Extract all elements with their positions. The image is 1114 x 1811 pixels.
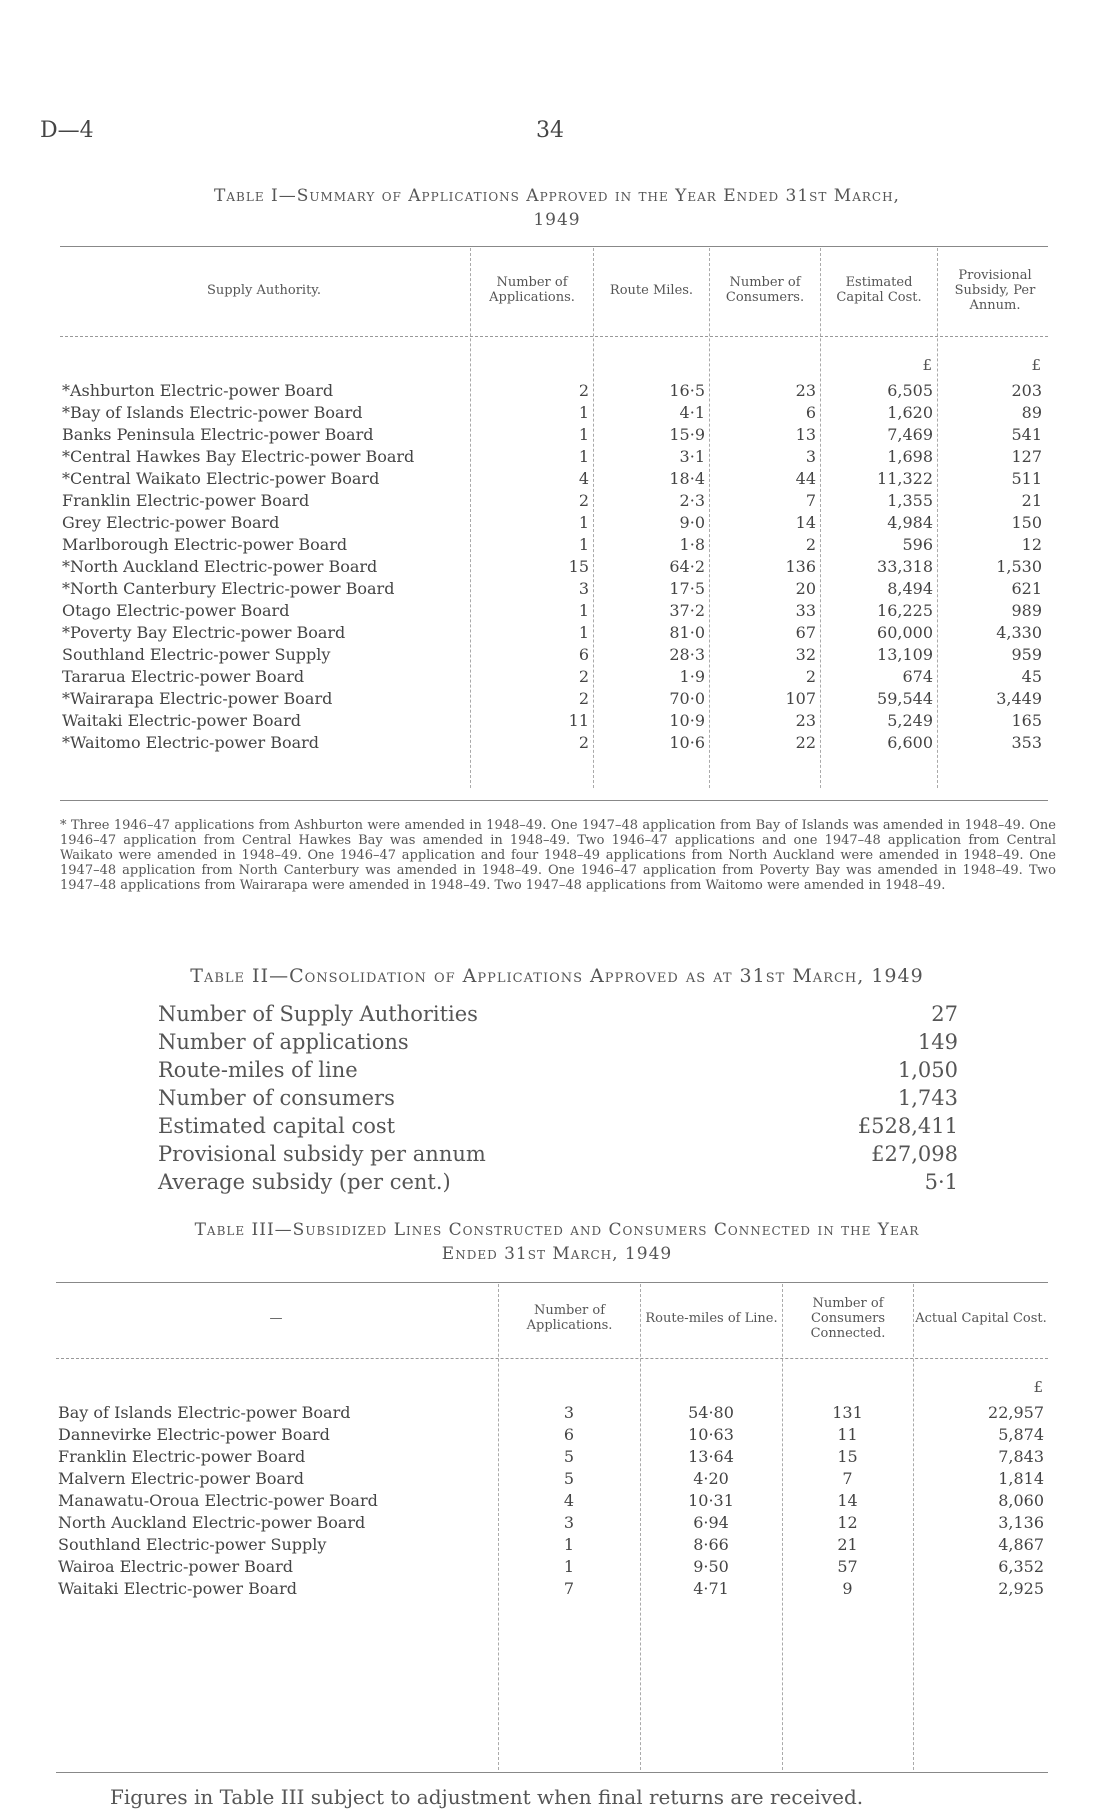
summary-label: Estimated capital cost: [158, 1114, 396, 1138]
table-row: [62, 666, 1046, 688]
table-row: [62, 490, 1046, 512]
route-miles-value: 8·66: [693, 1535, 729, 1554]
applications-value: 2: [578, 667, 589, 686]
consumers-value: 57: [837, 1557, 858, 1576]
route-miles-value: 4·1: [679, 403, 705, 422]
table1: [62, 380, 1046, 754]
consumers-value: 131: [832, 1403, 863, 1422]
table1-top-rule: [60, 246, 1048, 247]
route-miles-value: 4·71: [693, 1579, 729, 1598]
table1-header-authority: Supply Authority.: [206, 282, 322, 298]
table-row: [62, 402, 1046, 424]
route-miles-value: 10·6: [669, 733, 705, 752]
table-row: [58, 1578, 1048, 1600]
table3-header-rule: [56, 1358, 1048, 1359]
table3-top-rule: [56, 1282, 1048, 1283]
summary-row: [158, 1084, 958, 1112]
applications-value: 6: [563, 1425, 575, 1444]
capital-cost-value: 3,136: [998, 1513, 1044, 1532]
summary-row: [158, 1000, 958, 1028]
table-row: [58, 1424, 1048, 1446]
route-miles-value: 54·80: [688, 1403, 734, 1422]
table-row: [62, 578, 1046, 600]
applications-value: 1: [578, 623, 589, 642]
route-miles-value: 2·3: [679, 491, 705, 510]
route-miles-value: 17·5: [669, 579, 705, 598]
capital-cost-value: 59,544: [877, 689, 933, 708]
table3: [58, 1402, 1048, 1600]
summary-row: [158, 1112, 958, 1140]
authority-name: Otago Electric-power Board: [62, 601, 290, 620]
route-miles-value: 10·31: [688, 1491, 734, 1510]
table3-header-blank: —: [269, 1310, 283, 1326]
route-miles-value: 4·20: [693, 1469, 729, 1488]
applications-value: 1: [578, 425, 589, 444]
consumers-value: 136: [785, 557, 816, 576]
subsidy-value: 203: [1011, 381, 1042, 400]
applications-value: 3: [578, 579, 589, 598]
authority-name: *North Canterbury Electric-power Board: [62, 579, 395, 598]
authority-name: Marlborough Electric-power Board: [62, 535, 348, 554]
route-miles-value: 81·0: [669, 623, 705, 642]
consumers-value: 13: [795, 425, 816, 444]
summary-row: [158, 1028, 958, 1056]
section-code: D—4: [40, 118, 94, 143]
authority-name: Malvern Electric-power Board: [58, 1469, 304, 1488]
consumers-value: 12: [837, 1513, 858, 1532]
capital-cost-value: 674: [902, 667, 933, 686]
route-miles-value: 15·9: [669, 425, 705, 444]
authority-name: *Central Waikato Electric-power Board: [62, 469, 380, 488]
route-miles-value: 37·2: [669, 601, 705, 620]
table1-subsidy-currency: £: [1031, 356, 1041, 374]
summary-label: Number of consumers: [158, 1086, 395, 1110]
table3-header-applications: Number of Applications.: [526, 1303, 613, 1333]
capital-cost-value: 11,322: [877, 469, 933, 488]
authority-name: Banks Peninsula Electric-power Board: [62, 425, 374, 444]
capital-cost-value: 5,249: [887, 711, 933, 730]
route-miles-value: 64·2: [669, 557, 705, 576]
applications-value: 2: [578, 491, 589, 510]
authority-name: Manawatu-Oroua Electric-power Board: [58, 1491, 378, 1510]
applications-value: 3: [563, 1513, 575, 1532]
table-row: [62, 600, 1046, 622]
table2-list: [158, 1000, 958, 1196]
capital-cost-value: 6,600: [887, 733, 933, 752]
subsidy-value: 45: [1021, 667, 1042, 686]
summary-value: £27,098: [871, 1142, 958, 1166]
table3-note: Figures in Table III subject to adjustment when final returns are received.: [110, 1785, 864, 1809]
summary-label: Provisional subsidy per annum: [158, 1142, 486, 1166]
consumers-value: 6: [805, 403, 816, 422]
capital-cost-value: 33,318: [877, 557, 933, 576]
summary-value: 149: [917, 1030, 958, 1054]
capital-cost-value: 5,874: [998, 1425, 1044, 1444]
table-row: [62, 468, 1046, 490]
authority-name: Waitaki Electric-power Board: [58, 1579, 297, 1598]
consumers-value: 20: [795, 579, 816, 598]
applications-value: 2: [578, 733, 589, 752]
authority-name: *Ashburton Electric-power Board: [62, 381, 334, 400]
applications-value: 1: [578, 601, 589, 620]
subsidy-value: 150: [1011, 513, 1042, 532]
applications-value: 1: [578, 447, 589, 466]
applications-value: 2: [578, 689, 589, 708]
route-miles-value: 1·8: [679, 535, 705, 554]
authority-name: *Poverty Bay Electric-power Board: [62, 623, 346, 642]
table-row: [62, 446, 1046, 468]
route-miles-value: 16·5: [669, 381, 705, 400]
table-row: [58, 1402, 1048, 1424]
authority-name: *Wairarapa Electric-power Board: [62, 689, 333, 708]
route-miles-value: 10·63: [688, 1425, 734, 1444]
route-miles-value: 3·1: [679, 447, 705, 466]
table1-title: Table I—Summary of Applications Approved in the Year Ended 31st March, 1949: [214, 186, 900, 230]
table-row: [62, 556, 1046, 578]
applications-value: 15: [568, 557, 589, 576]
page-number: 34: [536, 118, 564, 143]
table1-header-consumers: Number of Consumers.: [725, 275, 805, 305]
route-miles-value: 18·4: [669, 469, 705, 488]
applications-value: 3: [563, 1403, 575, 1422]
consumers-value: 107: [785, 689, 816, 708]
capital-cost-value: 22,957: [988, 1403, 1044, 1422]
summary-value: £528,411: [857, 1114, 958, 1138]
table3-cost-currency: £: [1033, 1378, 1043, 1396]
subsidy-value: 89: [1021, 403, 1042, 422]
summary-row: [158, 1056, 958, 1084]
route-miles-value: 28·3: [669, 645, 705, 664]
applications-value: 11: [568, 711, 589, 730]
capital-cost-value: 6,505: [887, 381, 933, 400]
table1-header-applications: Number of Applications.: [489, 275, 575, 305]
applications-value: 2: [578, 381, 589, 400]
route-miles-value: 13·64: [688, 1447, 734, 1466]
subsidy-value: 511: [1011, 469, 1042, 488]
table1-header-subsidy: Provisional Subsidy, Per Annum.: [954, 267, 1036, 313]
capital-cost-value: 60,000: [877, 623, 933, 642]
applications-value: 1: [563, 1557, 575, 1576]
table1-header-rule: [60, 336, 1048, 337]
authority-name: *Bay of Islands Electric-power Board: [62, 403, 363, 422]
authority-name: North Auckland Electric-power Board: [58, 1513, 366, 1532]
table-row: [62, 710, 1046, 732]
authority-name: *Waitomo Electric-power Board: [62, 733, 320, 752]
authority-name: Franklin Electric-power Board: [62, 491, 310, 510]
capital-cost-value: 1,814: [998, 1469, 1044, 1488]
route-miles-value: 9·0: [679, 513, 705, 532]
authority-name: Wairoa Electric-power Board: [58, 1557, 293, 1576]
table1-footnote: * Three 1946–47 applications from Ashburton were amended in 1948–49. One 1947–48 application from Bay of Islands was amended in 1948–49. One 1946–47 application from Central Hawkes Bay was amended in 1948–49. Two 1946–47 applications and one 1947–48 application from Central Waikato were amended in 1948–49. One 1946–47 application and four 1948–49 applications from North Auckland were amended in 1948–49. One 1947–48 application from North Canterbury was amended in 1948–49. One 1946–47 application from Poverty Bay was amended in 1948–49. Two 1947–48 applications from Wairarapa were amended in 1948–49. Two 1947–48 applications from Waitomo were amended in 1948–49.: [60, 818, 1056, 893]
applications-value: 5: [563, 1469, 575, 1488]
table-row: [58, 1490, 1048, 1512]
consumers-value: 2: [805, 667, 816, 686]
table3-header-consumers: Number of Consumers Connected.: [810, 1295, 886, 1341]
consumers-value: 22: [795, 733, 816, 752]
subsidy-value: 621: [1011, 579, 1042, 598]
consumers-value: 67: [795, 623, 816, 642]
consumers-value: 14: [837, 1491, 858, 1510]
subsidy-value: 165: [1011, 711, 1042, 730]
authority-name: *North Auckland Electric-power Board: [62, 557, 378, 576]
consumers-value: 33: [795, 601, 816, 620]
summary-value: 27: [931, 1002, 958, 1026]
authority-name: Bay of Islands Electric-power Board: [58, 1403, 351, 1422]
capital-cost-value: 4,984: [887, 513, 933, 532]
table3-header-capital-cost: Actual Capital Cost.: [915, 1310, 1047, 1326]
capital-cost-value: 13,109: [877, 645, 933, 664]
subsidy-value: 12: [1021, 535, 1042, 554]
capital-cost-value: 1,620: [887, 403, 933, 422]
applications-value: 7: [563, 1579, 575, 1598]
authority-name: Tararua Electric-power Board: [62, 667, 305, 686]
route-miles-value: 10·9: [669, 711, 705, 730]
capital-cost-value: 1,355: [887, 491, 933, 510]
table-row: [58, 1446, 1048, 1468]
consumers-value: 21: [837, 1535, 858, 1554]
consumers-value: 9: [842, 1579, 853, 1598]
authority-name: Dannevirke Electric-power Board: [58, 1425, 330, 1444]
consumers-value: 44: [795, 469, 816, 488]
consumers-value: 3: [805, 447, 816, 466]
applications-value: 5: [563, 1447, 575, 1466]
authority-name: Southland Electric-power Supply: [62, 645, 331, 664]
summary-row: [158, 1140, 958, 1168]
consumers-value: 32: [795, 645, 816, 664]
table-row: [58, 1512, 1048, 1534]
summary-label: Average subsidy (per cent.): [158, 1170, 451, 1194]
authority-name: Waitaki Electric-power Board: [62, 711, 301, 730]
subsidy-value: 4,330: [996, 623, 1042, 642]
capital-cost-value: 1,698: [887, 447, 933, 466]
applications-value: 1: [578, 403, 589, 422]
summary-value: 1,743: [897, 1086, 958, 1110]
consumers-value: 2: [805, 535, 816, 554]
table-row: [62, 380, 1046, 402]
subsidy-value: 541: [1011, 425, 1042, 444]
route-miles-value: 9·50: [693, 1557, 729, 1576]
table-row: [58, 1534, 1048, 1556]
capital-cost-value: 6,352: [998, 1557, 1044, 1576]
capital-cost-value: 16,225: [877, 601, 933, 620]
capital-cost-value: 596: [902, 535, 933, 554]
table2-title: Table II—Consolidation of Applications Approved as at 31st March, 1949: [190, 965, 924, 987]
applications-value: 6: [578, 645, 589, 664]
summary-label: Number of Supply Authorities: [158, 1002, 478, 1026]
consumers-value: 14: [795, 513, 816, 532]
subsidy-value: 1,530: [996, 557, 1042, 576]
subsidy-value: 989: [1011, 601, 1042, 620]
subsidy-value: 959: [1011, 645, 1042, 664]
table3-bottom-rule: [56, 1772, 1048, 1773]
summary-value: 1,050: [897, 1058, 958, 1082]
table-row: [62, 424, 1046, 446]
table-row: [62, 534, 1046, 556]
table3-title: Table III—Subsidized Lines Constructed and Consumers Connected in the Year Ended 31st March, 1949: [194, 1220, 920, 1264]
applications-value: 1: [578, 535, 589, 554]
authority-name: Franklin Electric-power Board: [58, 1447, 306, 1466]
consumers-value: 15: [837, 1447, 858, 1466]
consumers-value: 23: [795, 711, 816, 730]
subsidy-value: 127: [1011, 447, 1042, 466]
route-miles-value: 70·0: [669, 689, 705, 708]
table-row: [58, 1468, 1048, 1490]
capital-cost-value: 2,925: [998, 1579, 1044, 1598]
summary-label: Number of applications: [158, 1030, 409, 1054]
table1-bottom-rule: [60, 800, 1048, 801]
table-row: [62, 688, 1046, 710]
capital-cost-value: 4,867: [998, 1535, 1044, 1554]
table-row: [62, 512, 1046, 534]
table-row: [62, 732, 1046, 754]
summary-value: 5·1: [924, 1170, 958, 1194]
table-row: [62, 622, 1046, 644]
table-row: [58, 1556, 1048, 1578]
capital-cost-value: 8,060: [998, 1491, 1044, 1510]
table1-header-capital-cost: Estimated Capital Cost.: [836, 275, 922, 305]
authority-name: Grey Electric-power Board: [62, 513, 280, 532]
route-miles-value: 6·94: [693, 1513, 729, 1532]
applications-value: 4: [563, 1491, 575, 1510]
capital-cost-value: 8,494: [887, 579, 933, 598]
table-row: [62, 644, 1046, 666]
consumers-value: 7: [842, 1469, 853, 1488]
applications-value: 1: [563, 1535, 575, 1554]
applications-value: 1: [578, 513, 589, 532]
subsidy-value: 353: [1011, 733, 1042, 752]
route-miles-value: 1·9: [679, 667, 705, 686]
summary-label: Route-miles of line: [158, 1058, 358, 1082]
subsidy-value: 3,449: [996, 689, 1042, 708]
summary-row: [158, 1168, 958, 1196]
consumers-value: 7: [805, 491, 816, 510]
consumers-value: 23: [795, 381, 816, 400]
table1-cost-currency: £: [922, 356, 932, 374]
capital-cost-value: 7,469: [887, 425, 933, 444]
table3-header-route-miles: Route-miles of Line.: [645, 1310, 778, 1326]
table1-header-route-miles: Route Miles.: [609, 282, 694, 298]
subsidy-value: 21: [1021, 491, 1042, 510]
applications-value: 4: [578, 469, 589, 488]
consumers-value: 11: [837, 1425, 858, 1444]
authority-name: Southland Electric-power Supply: [58, 1535, 327, 1554]
capital-cost-value: 7,843: [998, 1447, 1044, 1466]
authority-name: *Central Hawkes Bay Electric-power Board: [62, 447, 415, 466]
